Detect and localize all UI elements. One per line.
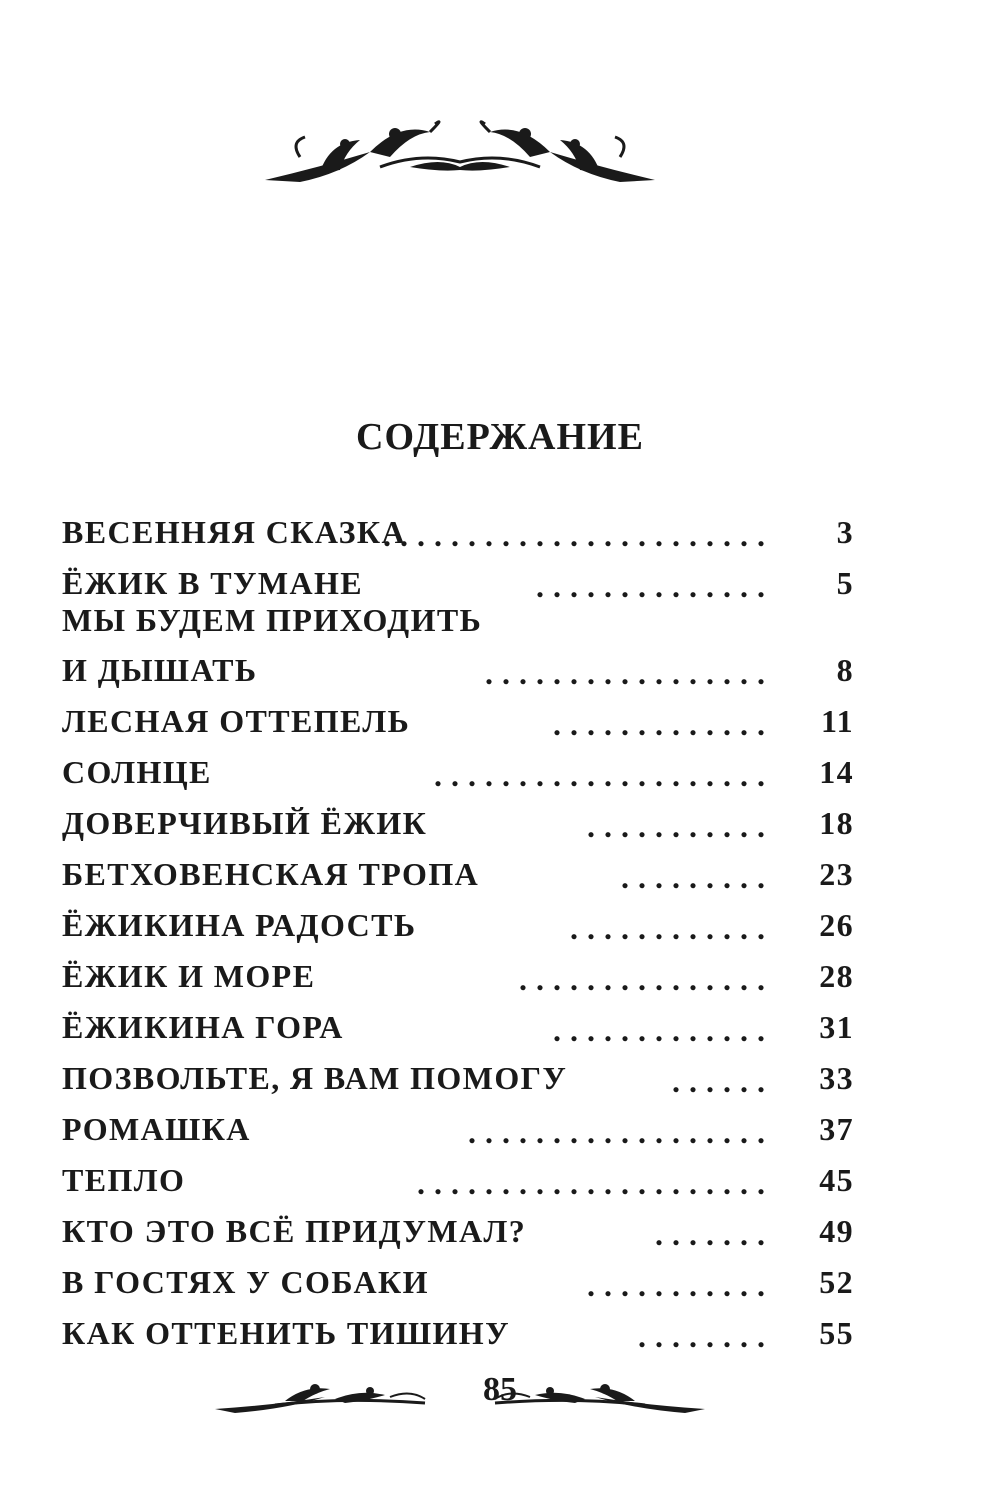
- toc-entry-page: 31: [819, 1009, 854, 1045]
- toc-entry-title: ВЕСЕННЯЯ СКАЗКА: [62, 514, 406, 550]
- toc-entry-page: 5: [836, 565, 854, 601]
- dot-leader: .....................: [417, 1165, 774, 1195]
- table-of-contents: [62, 500, 854, 1352]
- toc-entry: [62, 740, 854, 791]
- toc-entry: [62, 689, 854, 740]
- toc-entry-title: БЕТХОВЕНСКАЯ ТРОПА: [62, 856, 480, 892]
- dot-leader: ...............: [519, 961, 774, 991]
- toc-entry-title: КТО ЭТО ВСЁ ПРИДУМАЛ?: [62, 1213, 527, 1249]
- toc-entry-page: 33: [819, 1060, 854, 1096]
- dot-leader: ..................: [468, 1114, 774, 1144]
- toc-entry-title: СОЛНЦЕ: [62, 754, 212, 790]
- dot-leader: .............: [553, 706, 774, 736]
- toc-entry: [62, 893, 854, 944]
- toc-entry: [62, 842, 854, 893]
- toc-entry-title: ТЕПЛО: [62, 1162, 186, 1198]
- toc-entry-page: 8: [836, 652, 854, 688]
- dot-leader: ........: [638, 1318, 774, 1348]
- toc-entry-page: 11: [820, 703, 854, 739]
- dot-leader: ..............: [536, 568, 774, 598]
- toc-entry-title: В ГОСТЯХ У СОБАКИ: [62, 1264, 429, 1300]
- toc-entry-title: ПОЗВОЛЬТЕ, Я ВАМ ПОМОГУ: [62, 1060, 568, 1096]
- toc-entry: [62, 602, 854, 689]
- toc-entry: [62, 1148, 854, 1199]
- toc-entry-page: 45: [819, 1162, 854, 1198]
- toc-entry-title: КАК ОТТЕНИТЬ ТИШИНУ: [62, 1315, 510, 1351]
- toc-entry-page: 28: [819, 958, 854, 994]
- toc-entry-page: 37: [819, 1111, 854, 1147]
- toc-entry-title-line1: МЫ БУДЕМ ПРИХОДИТЬ: [62, 602, 483, 638]
- toc-entry: [62, 500, 854, 551]
- floral-ornament-icon: [260, 112, 660, 192]
- toc-entry: [62, 1097, 854, 1148]
- toc-entry-title: ДОВЕРЧИВЫЙ ЁЖИК: [62, 805, 428, 841]
- dot-leader: ............: [570, 910, 774, 940]
- dot-leader: .......: [655, 1216, 774, 1246]
- dot-leader: ......: [672, 1063, 774, 1093]
- toc-entry-title: РОМАШКА: [62, 1111, 251, 1147]
- toc-entry-page: 18: [819, 805, 854, 841]
- dot-leader: ....................: [434, 757, 774, 787]
- toc-entry: [62, 1199, 854, 1250]
- toc-entry-page: 49: [819, 1213, 854, 1249]
- flourish-right-icon: [490, 1375, 705, 1415]
- toc-entry: [62, 551, 854, 602]
- toc-entry: [62, 1046, 854, 1097]
- dot-leader: .............: [553, 1012, 774, 1042]
- toc-entry: [62, 1301, 854, 1352]
- dot-leader: .........: [621, 859, 774, 889]
- toc-entry-page: 3: [836, 514, 854, 550]
- toc-entry: [62, 1250, 854, 1301]
- toc-entry-title: И ДЫШАТЬ: [62, 652, 258, 688]
- toc-entry-title: ЁЖИКИНА РАДОСТЬ: [62, 907, 417, 943]
- dot-leader: .................: [485, 655, 774, 685]
- dot-leader: .......................: [383, 517, 774, 547]
- page-footer: [0, 1365, 1000, 1425]
- toc-entry-page: 52: [819, 1264, 854, 1300]
- toc-entry-title: ЛЕСНАЯ ОТТЕПЕЛЬ: [62, 703, 411, 739]
- toc-entry-page: 23: [819, 856, 854, 892]
- page-title: СОДЕРЖАНИЕ: [356, 416, 644, 458]
- toc-entry-page: 26: [819, 907, 854, 943]
- toc-entry-title: ЁЖИКИНА ГОРА: [62, 1009, 344, 1045]
- toc-entry: [62, 791, 854, 842]
- toc-entry-page: 14: [819, 754, 854, 790]
- toc-entry-title: ЁЖИК И МОРЕ: [62, 958, 316, 994]
- dot-leader: ...........: [587, 1267, 774, 1297]
- toc-entry-title: ЁЖИК В ТУМАНЕ: [62, 565, 363, 601]
- toc-entry: [62, 995, 854, 1046]
- page-number: 85: [483, 1371, 517, 1408]
- toc-entry-page: 55: [819, 1315, 854, 1351]
- toc-entry: [62, 944, 854, 995]
- dot-leader: ...........: [587, 808, 774, 838]
